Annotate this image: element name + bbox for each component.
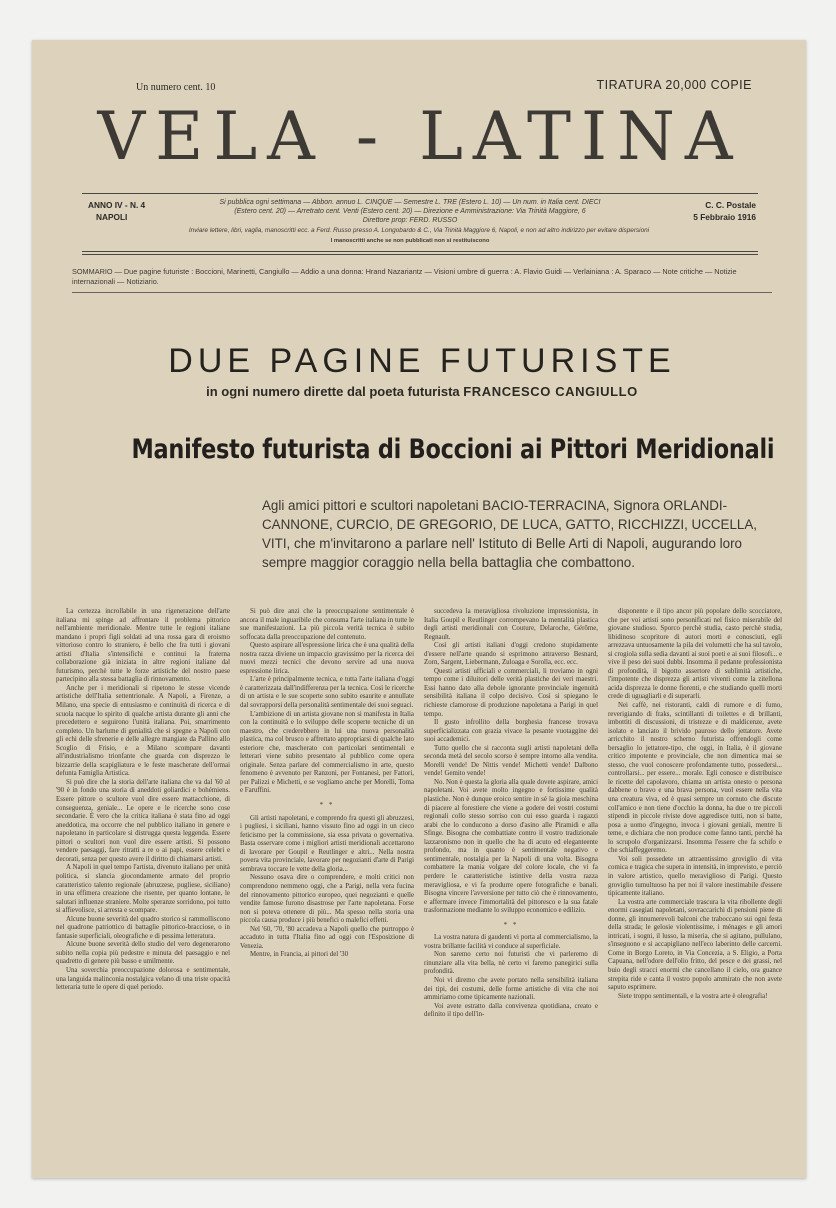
mailing-info: Inviare lettere, libri, vaglia, manoscritti ecc. a Ferd. Russo presso A. Longobardo & C., Via Trinità Maggiore 6, Napoli, e non ad altro indirizzo per evitare dispersioni	[188, 227, 650, 234]
table-of-contents: SOMMARIO — Due pagine futuriste : Boccioni, Marinetti, Cangiullo — Addio a una donna: Hrand Nazariantz — Visioni umbre di guerra : A. Flavio Guidi — Verlainiana : A. Sparaco — Note critiche — Notizie internazionali — Notiziario.	[72, 267, 737, 286]
article-paragraph: La vostra natura di gaudenti vi porta al commercialismo, la vostra brillante facilità vi conduce al superficiale.	[424, 934, 598, 950]
article-paragraph: Mentre, in Francia, ai pittori del '30	[250, 951, 349, 959]
article-paragraph: Voi avete estratto dalla convivenza quotidiana, creato e definito il tipo dell'in-	[424, 1002, 598, 1019]
section-separator: * *	[319, 801, 335, 810]
article-paragraph: succedeva la meravigliosa rivoluzione impressionista, in Italia Goupil e Reutlinger corrompevano la mentalità plastica degli artisti meridionali con Couture, Delaroche, Gérôme, Regnault.	[424, 608, 598, 641]
article-paragraph: No. Non è questa la gloria alla quale dovete aspirare, amici napoletani. Voi avete molto ingegno e fortissime qualità plastiche. Non è dunque eroico sentire in sé la gioia meschina di piacere al forestiere che viene a godere dei vostri costumi regionali collo stesso sorriso con cui esso guarda i ragazzi arabi che lo conducono a dorso d'asino alle Piramidi e alla Sfinge. Bisogna che combattiate contro il vostro tradizionale lazzaronismo non in quello che ha di acuto ed eleganteente profondo, ma in quanto è sentimentale negativo e sentimentale, nostalgia per la Napoli di una volta. Bisogna combattere la mania volgare del colore locale, che vi fa perdere le caratteristiche istintive della vostra razza meravigliosa, e vi fa produrre opere fotografiche e banali. Bisogna vincere l'avversione per tutto ciò che è rinnovamento, e affermare invece l'immortalità del pittoresco e la sua fatale trasformazione mediante lo sviluppo economico e edilizio.	[424, 778, 598, 915]
subscription-info: Si pubblica ogni settimana — Abbon. annuo L. CINQUE — Semestre L. TRE (Estero L. 10) — Un num. in Italia cent. DIECI	[219, 199, 601, 206]
article-paragraph: La vostra arte commerciale trascura la vita ribollente degli enormi casegiati napoletani, sovraccarichi di pensioni piene di donne, gli innumerevoli balconi che traboccano sui ogni festa della strada; le gelosie violentissime, i ménages e gli amori intricati, i sogni, il lusso, la miseria, che si agitano, pullulano, s'inseguono e si accapigliano nell'eco laberinto delle carcerni. Come in Borgo Loreto, in Via Concezia, a S. Eligio, a Porta Capuana, nell'odore dell'olio fritto, del pesce e dei grassi, nel buio degli stracci enormi che cancellano il cielo, ora guance strepita ride e canta il vostro popolo ammirato che non avete saputo esprimere.	[608, 898, 782, 992]
article-paragraph: Tutto quello che si racconta sugli artisti napoletani della seconda metà del secolo scorso è sempre intorno alla vendita. Morelli vende! De Nittis vende! Michetti vende! Dalbono vende! Gemito vende!	[424, 744, 598, 778]
article-paragraph: Così gli artisti italiani d'oggi credono stupidamente d'essere nell'arte quando si esprimono attraverso Besnard, Zorn, Sargent, Liebermann, Zuloaga e Sorolla, ecc. ecc.	[424, 642, 598, 667]
article-title: Manifesto futurista di Boccioni ai Pittori Meridionali	[131, 434, 775, 465]
article-paragraph: Anche per i meridionali si ripetono le stesse vicende artistiche dell'Italia settentrionale. A Napoli, a Firenze, a Milano, una specie di entusiasmo e continuità di ricerca e di scuola nacque lo spirito di qualche artista durante gli anni che precedettero e seguirono l'unità italiana. Poi, smarrimento completo. Un barlume di genialità che si spegne a Napoli con gli echi delle sfrenerie e delle allegre mangiate da Pallino allo Scoglio di Frisio, e a Milano scompare davanti all'industrialismo trionfante che guarda con disprezzo le bizzarrie della scapigliatura e le feste mascherate dell'ormai defunta Famiglia Artistica.	[56, 684, 230, 778]
manuscripts-note: I manoscritti anche se non pubblicati non si restituiscono	[330, 238, 490, 244]
article-paragraph: Alcune buone severità dello studio del vero degenerarono subito nella copia più pedestre e minuta del paesaggio e nel quadretto di genere più basso e umilmente.	[56, 941, 230, 966]
newspaper-page	[32, 40, 806, 1178]
article-paragraph: Gli artisti napoletani, e comprendo fra questi gli abruzzesi, i pugliesi, i siciliani, hanno vissuto fino ad oggi in un cieco feticismo per la commissione, sia essa privata o governativa. Basta osservare come i migliori artisti meridionali accettarono di lavorare per Goupil e Reutlinger e altri... Nella nostra povera vita provinciale, lavorare per negozianti d'arte di Parigi sembrava toccare le vette della gloria...	[240, 814, 414, 873]
article-paragraph: Si può dire anzi che la preoccupazione sentimentale è ancora il male inguaribile che consuma l'arte italiana in tutte le sue manifestazioni. La più piccola verità tecnica è subito soffocata dalla preoccupazione del contenuto.	[240, 608, 414, 641]
city: NAPOLI	[96, 212, 128, 222]
contents-rule	[72, 292, 772, 293]
masthead-title: VELA - LATINA	[97, 98, 743, 175]
director-info: Direttore prop: FERD. RUSSO	[362, 217, 458, 224]
issue-price: Un numero cent. 10	[136, 82, 216, 93]
article-paragraph: L'arte è principalmente tecnica, e tutta l'arte italiana d'oggi è caratterizzata dall'indifferenza per la tecnica. Così le ricerche di un artista e le sue scoperte sono subito esaurite e annullate dal sovrapporsi della personalità sentimentale dei suoi seguaci.	[240, 676, 414, 710]
article-paragraph: Si può dire che la storia dell'arte italiana che va dal '60 al '90 è in fondo una storia di aneddoti goliardici e bohémiens. Essere pittore o scultore vuol dire essere mattacchione, di conseguenza, geniale... Le opere e le ricerche sono cose secondarie. È vero che la critica italiana è stata fino ad oggi aneddotica, ma occorre che nel pubblico italiano in genere e napoletano in particolare si distrugga questa leggenda. Essere pittori o scultori non vuol dire essere artisti. Si possono vendere paesaggi, fare ritratti a re o ai papi, essere celebri e decorati, senza per questo avere il diritto di chiamarsi artisti.	[56, 778, 230, 863]
text-column-4	[608, 608, 782, 1208]
article-paragraph: Una soverchia preoccupazione dolorosa e sentimentale, una languida malinconia nostalgica velano di una triste opacità letteraria tutte le opere di quel periodo.	[56, 966, 230, 992]
article-paragraph: Noi vi diremo che avete portato nella sensibilità italiana dei tipi, dei costumi, delle forme artistiche di vita che noi ammiriamo come tipicamente nazionali.	[424, 976, 598, 1002]
section-subhead	[72, 384, 772, 399]
section-headline: DUE PAGINE FUTURISTE	[168, 342, 676, 380]
article-paragraph: Siete troppo sentimentali, e la vostra arte è oleografia!	[618, 992, 768, 1000]
postal-account: C. C. Postale	[705, 200, 756, 210]
print-run: TIRATURA 20,000 COPIE	[596, 78, 752, 92]
article-paragraph: La certezza incrollabile in una rigenerazione dell'arte italiana mi spinge ad affrontare il problema pittorico nell'ambiente meridionale. Mentre tutte le regioni italiane mandano i propri figli soldati ad una rossa gara di eroismo vittorioso contro lo straniero, è bello che fra tutti i giovani artisti d'Italia s'intensifichi e continui la fraterna collaborazione già iniziata in altre regioni italiane dal futurismo, perchè tutte le forze artistiche del nostro paese partecipino alla stessa battaglia di rinnovamento.	[56, 608, 230, 684]
masthead-rule-bottom	[82, 251, 758, 252]
article-paragraph: L'ambizione di un artista giovane non si manifesta in Italia con la continuità e lo sviluppo delle scoperte tecniche di un maestro, che crederebbero in lui una nuova personalità plastica, ma col brusco e affrettato appropriarsi di qualche lato esteriore che, mascherato con particolari sentimentali e letterari viene subito presentato al pubblico come opera originale. Senza parlare del commercialismo in arte, questo fenomeno è avvenuto per Ranzoni, per Fontanesi, per Fattori, per Palizzi e Michetti, e se vogliamo anche per Morelli, Toma e Faruffini.	[240, 710, 414, 795]
article-paragraph: Voi soli possedete un attraentissimo groviglio di vita comica e tragica che supera in intensità, in imprevisto, e perciò in valore artistico, quello meraviglioso di Parigi. Questo groviglio tumultuoso ha per noi il valore inestimabile d'essere tipicamente italiano.	[608, 855, 782, 898]
article-paragraph: Il gusto infrollito della borghesia francese trovava superficializzata con grazia vivace la pesante vuotaggine dei suoi accademici.	[424, 719, 598, 744]
article-paragraph: Nei caffè, nei ristoranti, caldi di rumore e di fumo, reverigiando di fraks, scintillanti di toilettes e di brillanti, imbottiti di discussioni, di tristezze e di maldicenze, avete isolato e lanciato il brivido pauroso dello jettatore. Avete arricchito il nostro scherno futurista offrendogli come bersaglio lo jettatore-tipo, che oggi, in Italia, è il giovane critico impotente e provinciale, che non dimentica mai se stesso, che vuol conoscere profondamente tutto, possedersi... controllarsi... per essere... morale. Egli conosce e distribuisce le ricette del capolavoro, chiama un artista onesto o persona dabbene o bravo e una brava persona, vuol essere nella vita una creatura viva, ed è quasi sempre un cornuto che discute coll'amico e non tiene d'occhio la donna, ha due o tre piccoli stipendi in piccole riviste dove aggredisce tutti, non si batte, posa a uomo d'ingegno, invoca i giovani geniali, mentre li teme, e dichiara che non produce come fanno tanti, perchè ha lo scrupolo d'organizzarsi. Insomma l'essere che fa schifo e che schiaffeggeremo.	[608, 702, 782, 855]
subhead-text: in ogni numero dirette dal poeta futurista	[206, 384, 460, 399]
address-info: (Estero cent. 20) — Arretrato cent. Venti (Estero cent. 20) — Direzione e Amministrazione: Via Trinità Maggiore, 6	[234, 208, 586, 215]
masthead-rule-top	[82, 193, 758, 194]
article-paragraph: Questo aspirare all'espressione lirica che è una qualità della nostra razza diviene un impaccio gravissimo per la ricerca dei nuovi mezzi tecnici che devono servire ad una nuova espressione lirica.	[240, 642, 414, 675]
article-paragraph: A Napoli in quel tempo l'artista, divenuto italiano per unità politica, si slancia giocondamente armato del proprio caratteristico talento regionale (abruzzese, pugliese, siciliano) in una effimera creazione che risente, per quanto lontane, le salutari influenze straniere. Molte speranze sorridono, poi tutto si affievolisce, si arresta e scompare.	[56, 864, 230, 915]
article-paragraph: Alcune buone severità del quadro storico si rammolliscono nel quadrone patriottico di battaglie pittorico-bracciose, o in fantasie superficiali, oleografiche e di pessima letteratura.	[56, 915, 230, 940]
article-paragraph: Nessuno osava dire o comprendere, e molti critici non comprendono nemmeno oggi, che a Parigi, nella vera fucina del rinnovamento pittorico europeo, quei negozianti e quelle vendite famose furono disastrose per l'arte napoletana. Forse non si poteva ottenere di più... Ma spesso nella storia una piccola causa produce i più benefici o malefici effetti.	[240, 874, 414, 925]
text-column-3	[424, 608, 598, 1208]
subhead-editor-name: FRANCESCO CANGIULLO	[463, 384, 638, 399]
text-column-1	[56, 608, 230, 1208]
issue-number: ANNO IV - N. 4	[88, 200, 146, 210]
article-paragraph: Non saremo certo noi futuristi che vi parleremo di rinunziare alla vita bella, nè certo vi faremo panegirici sulla profondità.	[424, 951, 598, 976]
section-separator: * *	[503, 920, 519, 929]
text-column-2	[240, 608, 414, 1208]
article-dedication: Agli amici pittori e scultori napoletani BACIO-TERRACINA, Signora ORLANDI-CANNONE, CURCIO, DE GREGORIO, DE LUCA, GATTO, RICCHIZZI, UCCELLA, VITI, che m'invitarono a parlare nell' Istituto di Belle Arti di Napoli, augurando loro sempre maggior coraggio nella bella battaglia che combattono.	[262, 498, 758, 570]
issue-date: 5 Febbraio 1916	[693, 212, 756, 222]
masthead-rule-double	[82, 254, 758, 255]
article-paragraph: Nel '60, '70, '80 accadeva a Napoli quello che purtroppo è accaduto in tutta l'Italia fino ad oggi con l'Esposizione di Venezia.	[240, 925, 414, 950]
article-paragraph: disponente e il tipo ancor più popolare dello scocciatore, che per voi artisti sono personificati nel fisico miserabile del giovane studioso. Sporco perchè studia, casto perchè studia, libidinoso scopritore di autori morti e conosciuti, egli arrezzava untuosamente la pila dei volumetti che ha sul tavolo, si crogiola sulla sedia davanti ai suoi poeti e ai suoi filosofi... e vive il peso dei suoi dubbi. Insomma il pedante professionista di profondità, il bigotto assertore di sublimità artistiche, l'impotente che disprezza gli artisti viventi come la zitellona acida disprezza le donne fiorenti, e che studiando quelli morti crede di uguagliarli e di superarli.	[608, 608, 782, 701]
article-paragraph: Questi artisti ufficiali e commerciali, li troviamo in ogni tempo come i diluitori delle verità plastiche dei veri maestri. Essi hanno dato alla debole ignorante provinciale ingenuità sensibilità italiana il colpo decisivo. Così si spiegano le richieste clamorose di produzione napoletana a Parigi in quel tempo.	[424, 667, 598, 718]
